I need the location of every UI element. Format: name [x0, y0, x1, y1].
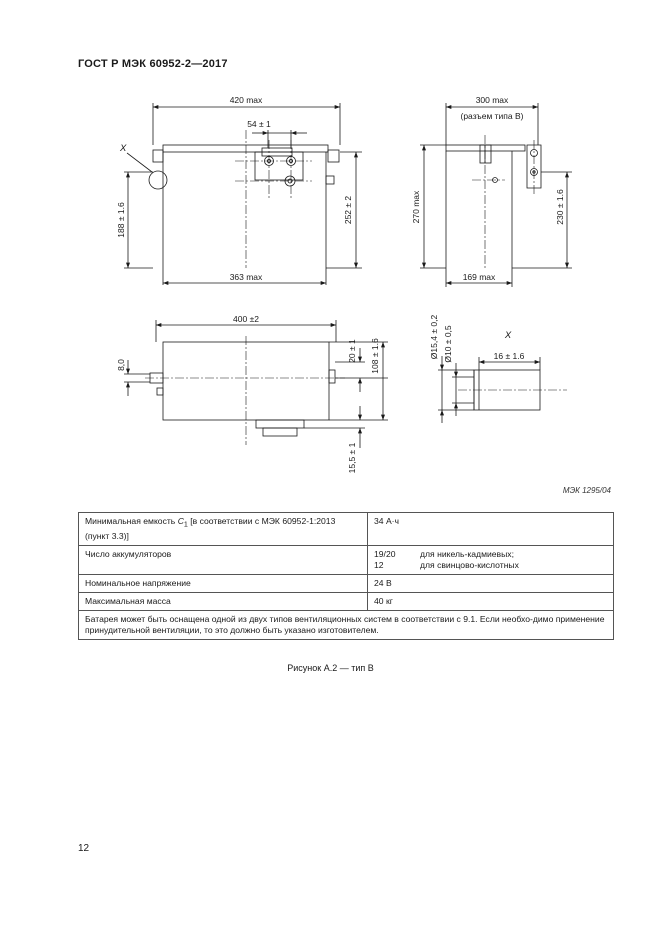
- table-row: [79, 513, 614, 546]
- dim-left-height: 188 ± 1.6: [116, 202, 126, 238]
- dim-right-height: 252 ± 2: [343, 195, 353, 225]
- count-lead: 12: [374, 559, 384, 570]
- dim-bottom-offset: 15,5 ± 1: [347, 442, 357, 474]
- table-row: [79, 592, 614, 610]
- row-value: 24 В: [368, 574, 614, 592]
- dim-bottom-width: 400 ±2: [233, 314, 259, 324]
- row-label: Число аккумуляторов: [79, 545, 368, 574]
- dim-side-inner-height: 230 ± 1.6: [555, 189, 565, 225]
- label-rest: [в соответствии с МЭК 60952-1:2013 (пункт 3.3)]: [85, 516, 336, 541]
- dim-side-width: 300 max: [475, 95, 509, 105]
- dim-top-width: 420 max: [229, 95, 263, 105]
- page-number: 12: [78, 843, 90, 854]
- dim-inner-width: 363 max: [229, 272, 263, 282]
- table-note: Батарея может быть оснащена одной из двух типов вентиляционных систем в соответствии с 9.1. Если необхо-димо применение принудительной вентиляции, то это должно быть указано изготовителем.: [79, 610, 614, 639]
- table-row: [79, 610, 614, 639]
- detail-x-view: [438, 356, 540, 423]
- dim-dia-inner: Ø10 ± 0,5: [443, 325, 453, 363]
- row-value: 34 А·ч: [368, 513, 614, 546]
- label-x-detail: X: [504, 330, 512, 341]
- desc-nicad: для никель-кадмиевых;: [420, 548, 514, 559]
- row-label: [79, 513, 368, 546]
- label-sub: 1: [183, 520, 188, 529]
- figure-caption: Рисунок А.2 — тип В: [287, 663, 374, 673]
- table-row: [79, 574, 614, 592]
- figure-reference: МЭК 1295/04: [562, 486, 611, 495]
- top-view: [124, 320, 388, 448]
- count-nicad: 19/20: [374, 548, 396, 559]
- label-prefix: Минимальная емкость: [85, 516, 178, 526]
- row-label: Максимальная масса: [79, 592, 368, 610]
- side-view: [420, 103, 572, 287]
- table-row: [79, 545, 614, 574]
- row-label: Номинальное напряжение: [79, 574, 368, 592]
- dim-side-bottom: 169 max: [462, 272, 496, 282]
- front-view: [124, 103, 362, 285]
- row-value: 40 кг: [368, 592, 614, 610]
- label-var: C: [177, 516, 184, 526]
- dim-detail-len: 16 ± 1.6: [493, 351, 525, 361]
- dim-side-height: 270 max: [411, 190, 421, 224]
- dim-spacing: 54 ± 1: [247, 119, 271, 129]
- specs-table: [78, 512, 614, 640]
- dim-height-108: 108 ± 1.6: [370, 338, 380, 374]
- dim-connector-type: (разъем типа B): [460, 111, 524, 121]
- page-header: ГОСТ Р МЭК 60952-2—2017: [78, 58, 228, 70]
- dim-dia-outer: Ø15,4 ± 0,2: [429, 314, 439, 360]
- label-x-callout: X: [120, 143, 127, 154]
- dim-offset-20: 20 ± 1: [347, 339, 357, 363]
- row-value: [368, 545, 614, 574]
- desc-lead: для свинцово-кислотных: [420, 559, 519, 570]
- dim-small-offset: 8,0: [116, 359, 126, 371]
